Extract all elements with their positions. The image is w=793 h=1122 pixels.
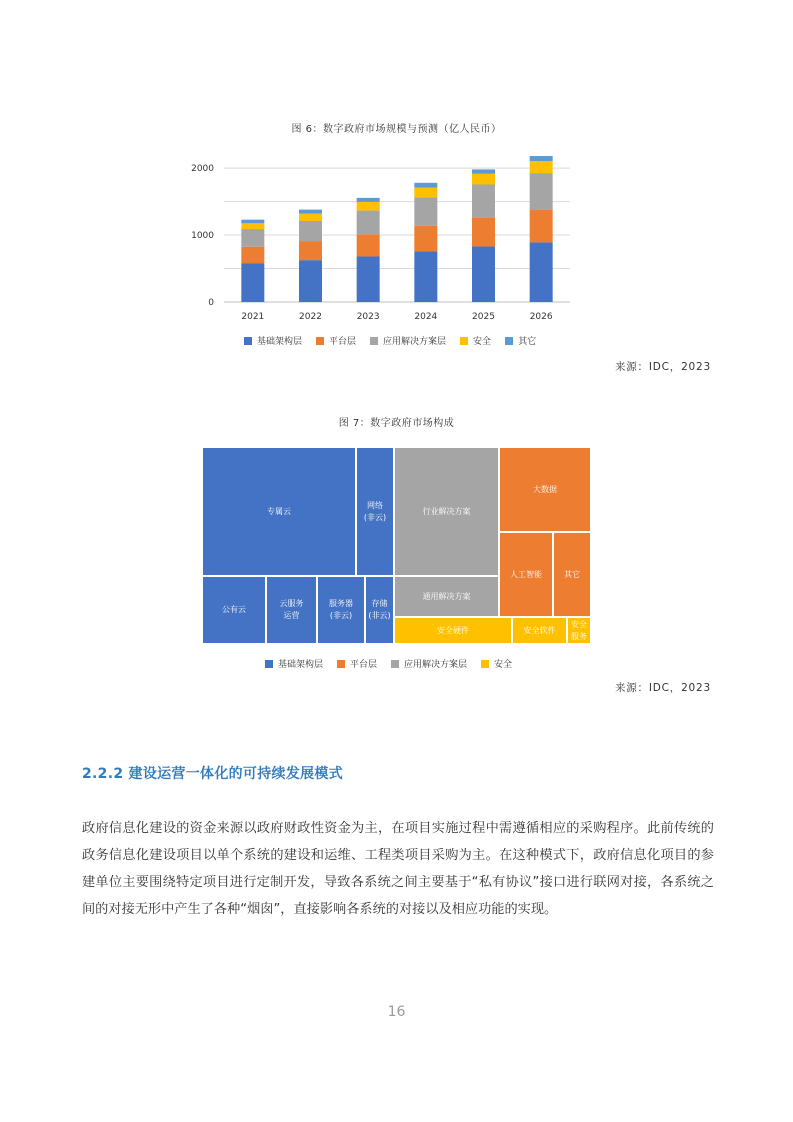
treemap-cell-label: 安全软件 — [523, 625, 556, 635]
treemap-cell — [512, 617, 567, 644]
treemap-cell — [202, 576, 266, 644]
treemap-cell — [356, 447, 394, 576]
legend-swatch — [391, 660, 399, 668]
chart-x-ticks — [241, 312, 553, 322]
bar-segment — [299, 241, 322, 260]
treemap-cell — [266, 576, 317, 644]
treemap-cell — [567, 617, 591, 644]
page-number: 16 — [387, 1004, 406, 1020]
treemap-cell-label: 专属云 — [267, 506, 291, 516]
body-paragraph: 政府信息化建设的资金来源以政府财政性资金为主，在项目实施过程中需遵循相应的采购程序。此前传统的政务信息化建设项目以单个系统的建设和运维、工程类项目采购为主。在这种模式下，政府信息化项目的参建单位主要围绕特定项目进行定制开发，导致各系统之间主要基于“私有协议”接口进行联网对接，各系统之间的对接无形中产生了各种“烟囱”，直接影响各系统的对接以及相应功能的实现。 — [82, 821, 714, 917]
bar-segment — [241, 264, 264, 303]
treemap-cell-label: 存储 (非云) — [368, 599, 391, 620]
legend-label: 应用解决方案层 — [404, 660, 468, 670]
bar-segment — [414, 251, 437, 302]
figure7-title: 图 7：数字政府市场构成 — [338, 418, 455, 429]
bar-segment — [414, 188, 437, 198]
chart-y-ticks — [191, 164, 214, 308]
bar-segment — [530, 161, 553, 173]
y-tick-label: 1000 — [191, 231, 214, 242]
bar-segment — [414, 197, 437, 225]
legend-label: 平台层 — [329, 337, 357, 347]
legend-item — [370, 334, 446, 347]
bar-segment — [357, 211, 380, 235]
legend-label: 应用解决方案层 — [383, 337, 447, 347]
treemap-cell — [499, 447, 591, 532]
bar-segment — [472, 174, 495, 185]
chart-gridlines — [224, 168, 570, 302]
bar-segment — [357, 202, 380, 211]
bar-segment — [299, 221, 322, 241]
figure7-source: 来源：IDC，2023 — [614, 682, 711, 694]
legend-label: 基础架构层 — [257, 337, 303, 347]
treemap-cell-label: 公有云 — [222, 605, 246, 614]
bar-segment — [530, 156, 553, 161]
stacked-bar-chart — [180, 148, 580, 358]
bar-segment — [414, 183, 437, 188]
legend-swatch — [505, 337, 513, 345]
legend-item — [244, 334, 302, 347]
bar-segment — [241, 220, 264, 224]
legend-item — [391, 657, 467, 670]
legend-swatch — [460, 337, 468, 345]
treemap-cell — [394, 576, 499, 617]
bar-segment — [530, 173, 553, 209]
x-tick-label: 2021 — [241, 312, 265, 322]
chart7-legend — [265, 657, 526, 670]
treemap-cell — [202, 447, 356, 576]
chart6-legend — [244, 334, 550, 347]
bar-segment — [472, 184, 495, 217]
bar-segment — [241, 223, 264, 229]
treemap-cell-label: 网络 (非云) — [363, 500, 387, 522]
figure6-title: 图 6：数字政府市场规模与预测（亿人民币） — [291, 124, 502, 135]
treemap-cell-label: 安全硬件 — [437, 625, 469, 635]
legend-swatch — [244, 337, 252, 345]
legend-item — [460, 334, 491, 347]
treemap-cell-label: 安全 服务 — [571, 619, 587, 641]
bar-segment — [241, 247, 264, 264]
legend-item — [265, 657, 323, 670]
legend-swatch — [370, 337, 378, 345]
chart-bars — [241, 156, 552, 302]
section-heading: 2.2.2 建设运营一体化的可持续发展模式 — [82, 766, 344, 782]
x-tick-label: 2024 — [414, 312, 438, 322]
legend-item — [316, 334, 356, 347]
x-tick-label: 2022 — [299, 312, 322, 322]
bar-segment — [357, 198, 380, 202]
bar-segment — [357, 256, 380, 302]
legend-label: 安全 — [494, 660, 513, 670]
treemap-cell-label: 云服务 运营 — [279, 599, 304, 620]
bar-segment — [299, 210, 322, 214]
legend-item — [337, 657, 377, 670]
legend-label: 平台层 — [350, 660, 378, 670]
legend-swatch — [337, 660, 345, 668]
figure6-source: 来源：IDC，2023 — [614, 361, 711, 373]
treemap-cell — [553, 532, 591, 617]
treemap-cell-label: 服务器 (非云) — [329, 599, 353, 620]
bar-segment — [472, 217, 495, 246]
treemap-cell — [499, 532, 553, 617]
bar-segment — [357, 234, 380, 256]
treemap-cell — [365, 576, 394, 644]
y-tick-label: 2000 — [191, 164, 214, 175]
treemap-cell — [394, 617, 512, 644]
bar-segment — [414, 226, 437, 252]
bar-segment — [299, 214, 322, 221]
x-tick-label: 2023 — [356, 312, 380, 322]
y-tick-label: 0 — [208, 298, 214, 308]
treemap — [202, 447, 591, 644]
legend-swatch — [316, 337, 324, 345]
treemap-cell-label: 大数据 — [533, 484, 557, 494]
bar-segment — [241, 229, 264, 247]
legend-swatch — [265, 660, 273, 668]
x-tick-label: 2026 — [529, 312, 553, 322]
bar-segment — [472, 246, 495, 302]
bar-segment — [530, 210, 553, 243]
treemap-cell — [394, 447, 499, 576]
legend-label: 基础架构层 — [278, 660, 324, 670]
x-tick-label: 2025 — [472, 312, 495, 322]
treemap-cell — [317, 576, 365, 644]
legend-item — [481, 657, 512, 670]
bar-segment — [299, 260, 322, 302]
treemap-cell-label: 其它 — [564, 569, 580, 579]
legend-item — [505, 334, 536, 347]
legend-swatch — [481, 660, 489, 668]
legend-label: 其它 — [518, 337, 537, 347]
bar-segment — [472, 169, 495, 173]
treemap-cell-label: 人工智能 — [510, 569, 542, 579]
legend-label: 安全 — [473, 337, 492, 347]
bar-segment — [530, 242, 553, 302]
treemap-cell-label: 行业解决方案 — [422, 506, 471, 516]
treemap-cell-label: 通用解决方案 — [422, 591, 471, 601]
